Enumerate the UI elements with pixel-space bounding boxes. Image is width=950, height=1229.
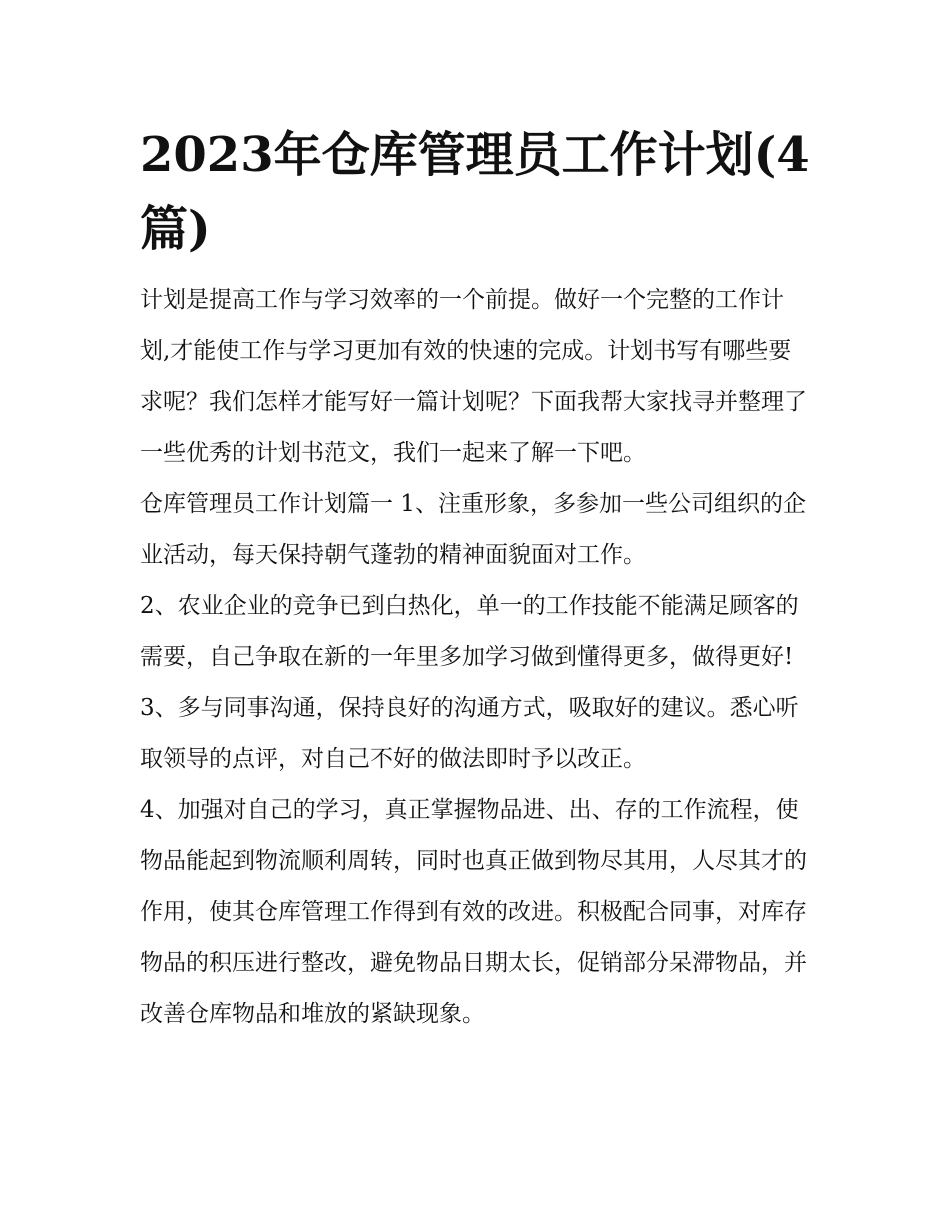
paragraph-item-4: 4、加强对自己的学习，真正掌握物品进、出、存的工作流程，使物品能起到物流顺利周转，同时也真正做到物尽其用，人尽其才的作用，使其仓库管理工作得到有效的改进。积极配合同事，对库存物品的积压进行整改，避免物品日期太长，促销部分呆滞物品，并改善仓库物品和堆放的紧缺现象。 (140, 797, 807, 1027)
document-title: 2023年仓库管理员工作计划(4篇) (140, 127, 810, 257)
paragraph-item-1: 仓库管理员工作计划篇一 1、注重形象，多参加一些公司组织的企业活动，每天保持朝气蓬勃的精神面貌面对工作。 (140, 491, 806, 568)
document-body (140, 275, 814, 1040)
paragraph-item-3: 3、多与同事沟通，保持良好的沟通方式，吸取好的建议。悉心听取领导的点评，对自己不好的做法即时予以改正。 (140, 695, 799, 772)
paragraph-item-2: 2、农业企业的竞争已到白热化，单一的工作技能不能满足顾客的需要，自己争取在新的一年里多加学习做到懂得更多，做得更好! (140, 593, 799, 670)
paragraph-intro: 计划是提高工作与学习效率的一个前提。做好一个完整的工作计划,才能使工作与学习更加有效的快速的完成。计划书写有哪些要求呢？我们怎样才能写好一篇计划呢？下面我帮大家找寻并整理了一些优秀的计划书范文，我们一起来了解一下吧。 (140, 287, 807, 466)
